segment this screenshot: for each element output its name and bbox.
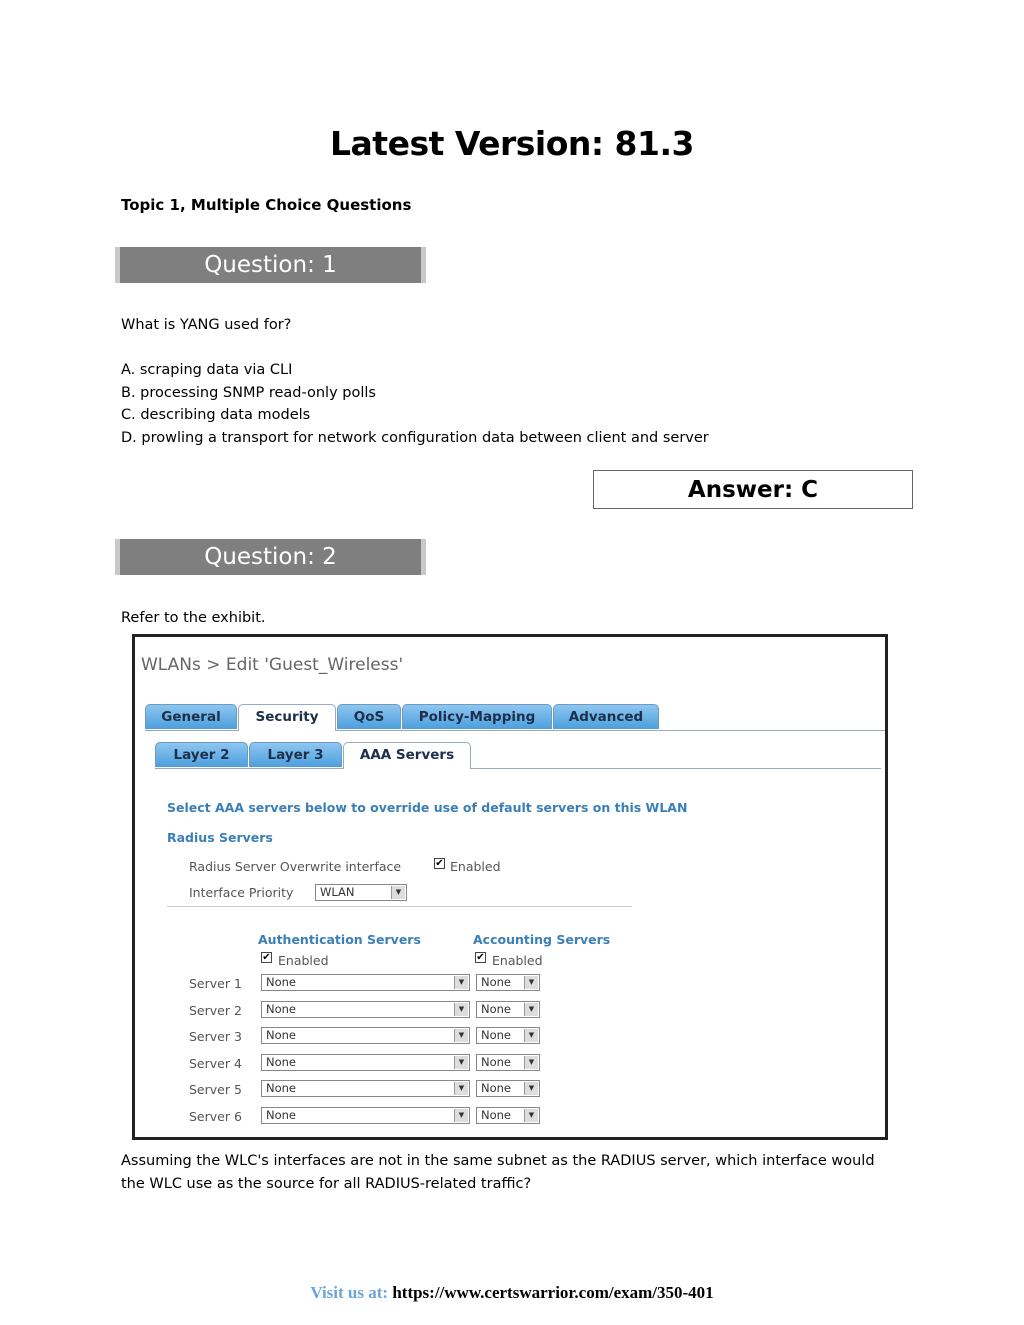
auth-server-value: None	[266, 1107, 297, 1122]
answer-box: Answer: C	[593, 470, 913, 509]
question-2-text: Refer to the exhibit.	[121, 610, 266, 626]
server-label: Server 3	[189, 1029, 242, 1044]
acct-server-select[interactable]	[476, 1080, 540, 1097]
option-b: B. processing SNMP read-only polls	[121, 384, 376, 401]
tab-layer-3[interactable]: Layer 3	[249, 742, 342, 767]
chevron-down-icon: ▼	[524, 976, 538, 989]
acct-server-value: None	[481, 1028, 512, 1042]
question-1-options	[121, 359, 709, 449]
question-2-prompt: Assuming the WLC's interfaces are not in the same subnet as the RADIUS server, which interface would the WLC use as the source for all RADIUS-related traffic?	[121, 1153, 875, 1192]
chevron-down-icon: ▼	[524, 1109, 538, 1122]
auth-server-value: None	[266, 1028, 297, 1042]
interface-priority-value: WLAN	[320, 885, 355, 899]
footer-url[interactable]: https://www.certswarrior.com/exam/350-401	[392, 1283, 714, 1302]
acct-server-select[interactable]	[476, 1027, 540, 1044]
auth-enabled-label: Enabled	[278, 953, 329, 968]
acct-enabled-checkbox[interactable]: ✔	[476, 952, 485, 963]
server-label: Server 4	[189, 1055, 242, 1071]
authentication-servers-heading: Authentication Servers	[258, 932, 421, 947]
tab-general[interactable]: General	[145, 704, 237, 729]
auth-server-value: None	[266, 1081, 297, 1095]
page-title: Latest Version: 81.3	[330, 124, 694, 163]
tab-security[interactable]: Security	[238, 704, 336, 731]
question-1-text: What is YANG used for?	[121, 317, 292, 333]
auth-server-select[interactable]	[261, 1054, 470, 1071]
acct-server-select[interactable]	[476, 1107, 540, 1124]
tab-advanced[interactable]: Advanced	[553, 704, 659, 729]
acct-server-value: None	[481, 1107, 512, 1122]
acct-server-value: None	[481, 1054, 512, 1069]
question-2-banner: Question: 2	[115, 539, 426, 575]
option-c: C. describing data models	[121, 407, 311, 423]
accounting-servers-heading: Accounting Servers	[473, 932, 611, 947]
auth-server-value: None	[266, 975, 297, 989]
server-label: Server 5	[189, 1082, 242, 1097]
acct-server-select[interactable]	[476, 1054, 540, 1071]
tab-policy-mapping[interactable]: Policy-Mapping	[402, 704, 552, 729]
exhibit-heading: WLANs > Edit 'Guest_Wireless'	[141, 655, 404, 675]
chevron-down-icon: ▼	[524, 1082, 538, 1095]
tab-layer-2[interactable]: Layer 2	[155, 742, 248, 767]
acct-server-value: None	[481, 1001, 512, 1016]
chevron-down-icon: ▼	[524, 1029, 538, 1042]
footer	[0, 1283, 1024, 1303]
chevron-down-icon: ▼	[454, 1056, 468, 1069]
server-label: Server 2	[189, 1002, 242, 1018]
auth-enabled-checkbox[interactable]: ✔	[262, 952, 271, 963]
chevron-down-icon: ▼	[454, 976, 468, 989]
chevron-down-icon: ▼	[454, 1029, 468, 1042]
main-tab-bar	[145, 704, 885, 731]
chevron-down-icon: ▼	[454, 1003, 468, 1016]
overwrite-interface-label: Radius Server Overwrite interface	[189, 859, 402, 874]
auth-server-select[interactable]	[261, 1001, 470, 1018]
acct-server-value: None	[481, 975, 512, 989]
interface-priority-label: Interface Priority	[189, 885, 294, 900]
auth-server-select[interactable]	[261, 1107, 470, 1124]
exhibit-screenshot	[132, 634, 888, 1140]
chevron-down-icon: ▼	[454, 1082, 468, 1095]
tab-aaa-servers[interactable]: AAA Servers	[343, 742, 471, 769]
question-1-banner: Question: 1	[115, 247, 426, 283]
chevron-down-icon: ▼	[524, 1056, 538, 1069]
auth-server-select[interactable]	[261, 1027, 470, 1044]
acct-server-select[interactable]	[476, 974, 540, 991]
auth-server-value: None	[266, 1001, 297, 1016]
acct-server-value: None	[481, 1081, 512, 1095]
radius-servers-heading: Radius Servers	[167, 830, 273, 845]
divider	[167, 906, 632, 907]
overwrite-enabled-label: Enabled	[450, 859, 501, 874]
chevron-down-icon: ▼	[391, 886, 405, 899]
aaa-override-note: Select AAA servers below to override use of default servers on this WLAN	[167, 800, 688, 815]
topic-heading: Topic 1, Multiple Choice Questions	[121, 196, 412, 214]
option-d: D. prowling a transport for network configuration data between client and server	[121, 429, 709, 446]
acct-enabled-label: Enabled	[492, 953, 543, 968]
overwrite-interface-checkbox[interactable]: ✔	[435, 858, 444, 869]
acct-server-select[interactable]	[476, 1001, 540, 1018]
interface-priority-select[interactable]	[315, 884, 407, 901]
server-label: Server 1	[189, 976, 242, 991]
sub-tab-bar	[155, 742, 881, 769]
chevron-down-icon: ▼	[454, 1109, 468, 1122]
option-a: A. scraping data via CLI	[121, 362, 293, 378]
auth-server-select[interactable]	[261, 1080, 470, 1097]
footer-prefix: Visit us at:	[310, 1283, 389, 1302]
auth-server-select[interactable]	[261, 974, 470, 991]
server-label: Server 6	[189, 1108, 242, 1124]
auth-server-value: None	[266, 1054, 297, 1069]
tab-qos[interactable]: QoS	[337, 704, 401, 729]
chevron-down-icon: ▼	[524, 1003, 538, 1016]
